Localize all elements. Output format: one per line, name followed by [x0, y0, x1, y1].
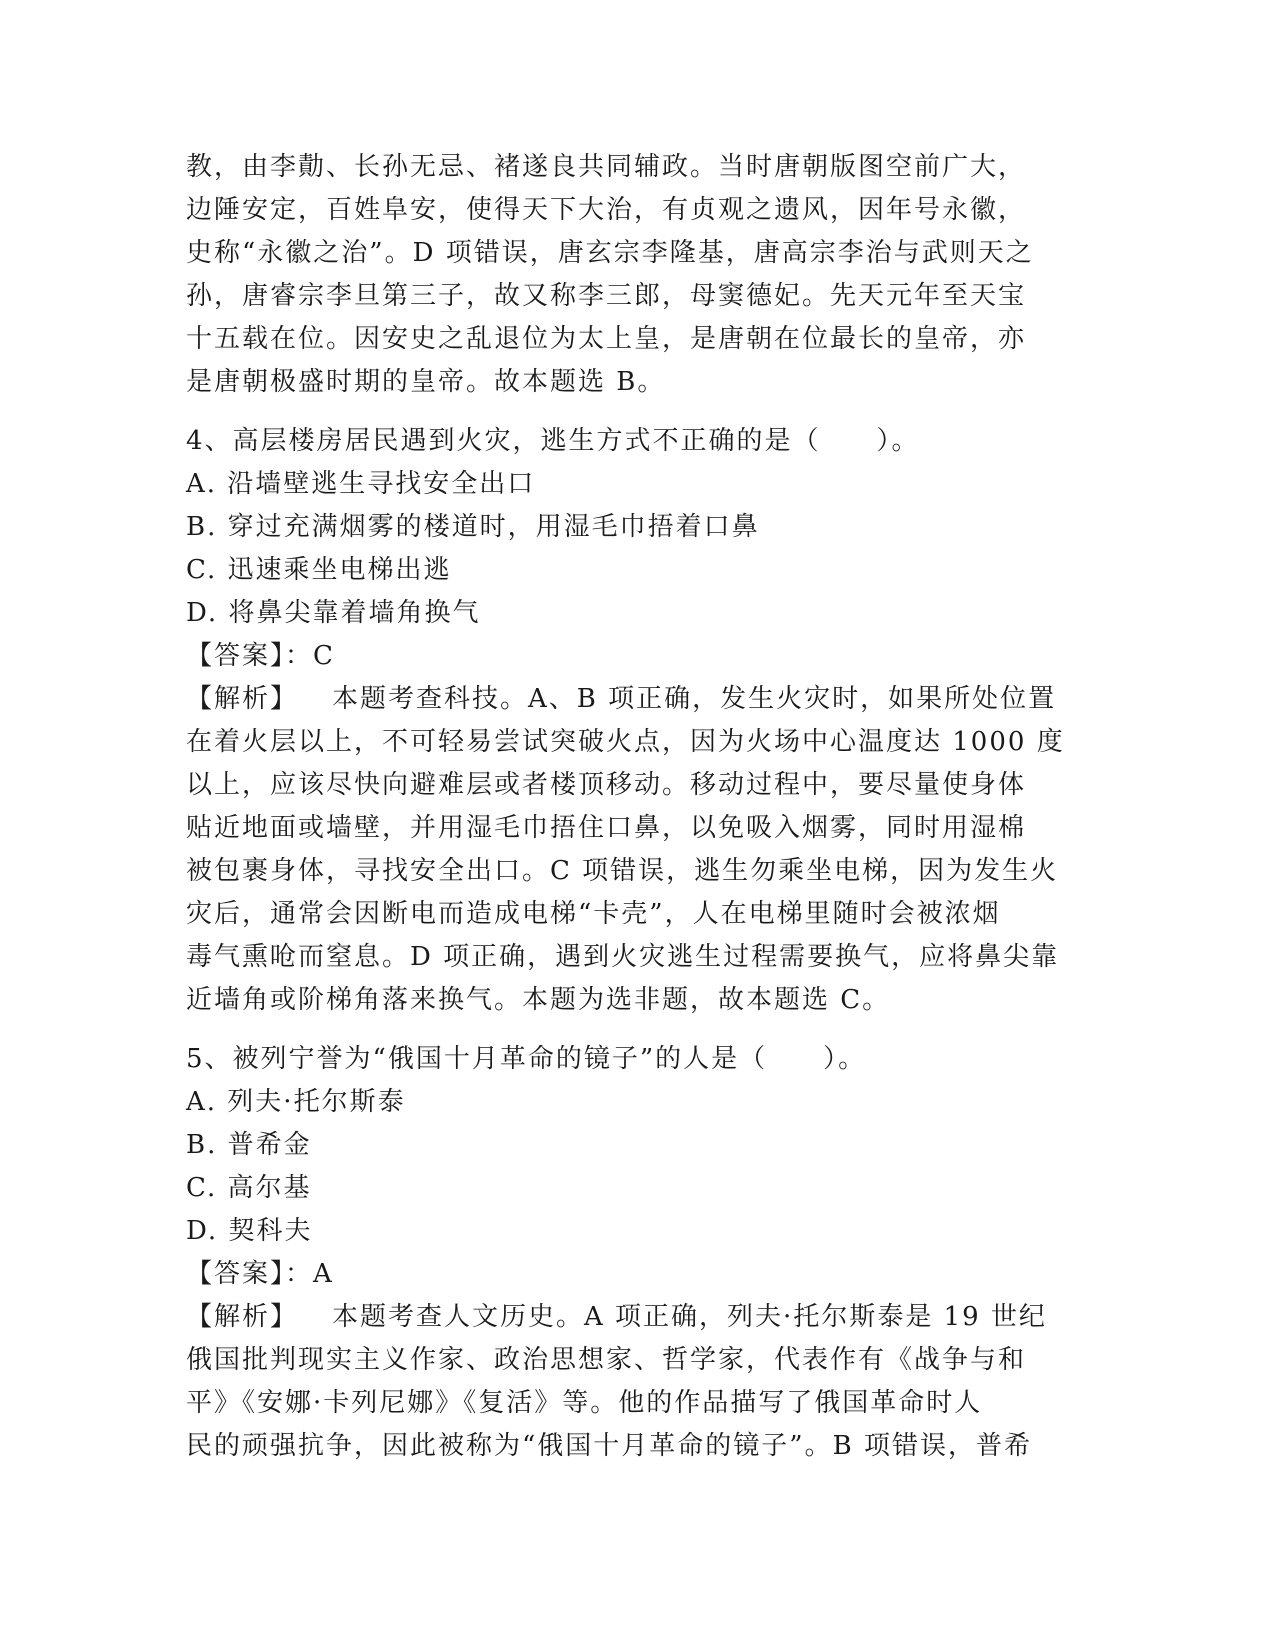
option-d: D. 契科夫 — [186, 1216, 313, 1246]
answer-line — [186, 635, 1086, 678]
analysis-line: 近墙角或阶梯角落来换气。本题为选非题，故本题选 C。 — [186, 985, 891, 1015]
analysis-line: 教，由李勣、长孙无忌、褚遂良共同辅政。当时唐朝版图空前广大， — [186, 152, 1027, 182]
analysis-first-line — [186, 678, 1086, 721]
question-stem: 4、高层楼房居民遇到火灾，逃生方式不正确的是（ ）。 — [186, 426, 920, 456]
answer-value: A — [313, 1259, 334, 1289]
analysis-line: 是唐朝极盛时期的皇帝。故本题选 B。 — [186, 367, 666, 397]
answer-label: 【答案】： — [186, 641, 314, 671]
analysis-line: 本题考查科技。A、B 项正确，发生火灾时，如果所处位置 — [332, 684, 1057, 714]
option-a: A. 列夫·托尔斯泰 — [186, 1087, 406, 1117]
option-b: B. 穿过充满烟雾的楼道时，用湿毛巾捂着口鼻 — [186, 512, 760, 542]
answer-value: C — [313, 641, 335, 671]
analysis-line: 边陲安定，百姓阜安，使得天下大治，有贞观之遗风，因年号永徽， — [186, 195, 1027, 225]
analysis-line: 俄国批判现实主义作家、政治思想家、哲学家，代表作有《战争与和 — [186, 1345, 1027, 1375]
analysis-line: 贴近地面或墙壁，并用湿毛巾捂住口鼻，以免吸入烟雾，同时用湿棉 — [186, 813, 1027, 843]
analysis-label: 【解析】 — [186, 1302, 299, 1332]
analysis-first-line — [186, 1296, 1086, 1339]
analysis-line: 毒气熏呛而窒息。D 项正确，遇到火灾逃生过程需要换气，应将鼻尖靠 — [186, 942, 1060, 972]
option-b: B. 普希金 — [186, 1130, 312, 1160]
answer-label: 【答案】： — [186, 1259, 314, 1289]
option-c: C. 高尔基 — [186, 1173, 312, 1203]
analysis-line: 本题考查人文历史。A 项正确，列夫·托尔斯泰是 19 世纪 — [332, 1302, 1047, 1332]
analysis-line: 民的顽强抗争，因此被称为“俄国十月革命的镜子”。B 项错误，普希 — [186, 1431, 1032, 1461]
answer-line — [186, 1253, 1086, 1296]
analysis-line: 被包裹身体，寻找安全出口。C 项错误，逃生勿乘坐电梯，因为发生火 — [186, 856, 1059, 886]
option-a: A. 沿墙壁逃生寻找安全出口 — [186, 469, 536, 499]
analysis-line: 平》《安娜·卡列尼娜》《复活》等。他的作品描写了俄国革命时人 — [186, 1388, 983, 1418]
question-4 — [186, 420, 1086, 1022]
analysis-line: 史称“永徽之治”。D 项错误，唐玄宗李隆基，唐高宗李治与武则天之 — [186, 238, 1034, 268]
continued-analysis — [186, 146, 1086, 404]
question-5 — [186, 1038, 1086, 1468]
analysis-line: 灾后，通常会因断电而造成电梯“卡壳”，人在电梯里随时会被浓烟 — [186, 899, 1001, 929]
document-page — [186, 146, 1086, 1468]
analysis-line: 以上，应该尽快向避难层或者楼顶移动。移动过程中，要尽量使身体 — [186, 770, 1027, 800]
analysis-line: 在着火层以上，不可轻易尝试突破火点，因为火场中心温度达 1000 度 — [186, 727, 1065, 757]
option-d: D. 将鼻尖靠着墙角换气 — [186, 598, 481, 628]
question-stem: 5、被列宁誉为“俄国十月革命的镜子”的人是（ ）。 — [186, 1044, 867, 1074]
analysis-line: 十五载在位。因安史之乱退位为太上皇，是唐朝在位最长的皇帝，亦 — [186, 324, 1027, 354]
option-c: C. 迅速乘坐电梯出逃 — [186, 555, 452, 585]
analysis-line: 孙，唐睿宗李旦第三子，故又称李三郎，母窦德妃。先天元年至天宝 — [186, 281, 1027, 311]
analysis-label: 【解析】 — [186, 684, 299, 714]
